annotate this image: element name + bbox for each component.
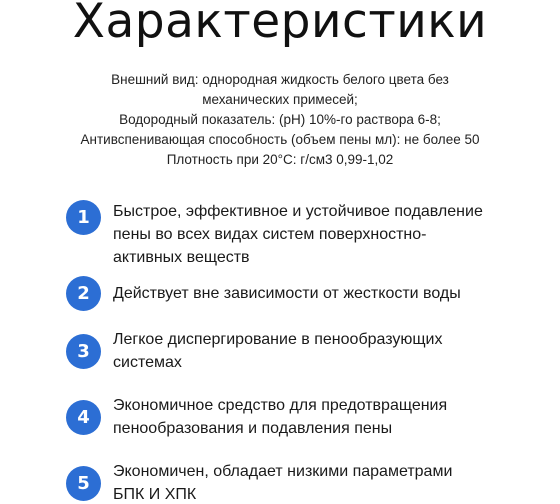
feature-line: Экономичное средство для предотвращения (113, 397, 448, 414)
feature-line: Экономичен, обладает низкими параметрами (113, 463, 453, 480)
feature-line: Действует вне зависимости от жесткости воды (113, 285, 461, 302)
feature-line: активных веществ (113, 249, 250, 266)
page-title: Характеристики (72, 0, 488, 49)
feature-text (113, 282, 533, 305)
feature-line: системах (113, 354, 182, 371)
feature-text (113, 460, 533, 504)
spec-line: Антивспенивающая способность (объем пены мл): не более 50 (80, 132, 480, 147)
number-badge: 2 (66, 276, 101, 311)
number-badge: 5 (66, 466, 101, 501)
spec-line: Водородный показатель: (рН) 10%-го раствора 6-8; (119, 112, 441, 127)
feature-text (113, 394, 533, 440)
spec-line: механических примесей; (202, 92, 358, 107)
number-badge: 1 (66, 200, 101, 235)
feature-line: пены во всех видах систем поверхностно- (113, 226, 427, 243)
spec-line: Плотность при 20°С: г/см3 0,99-1,02 (166, 152, 394, 167)
feature-text (113, 328, 533, 374)
feature-line: Легкое диспергирование в пенообразующих (113, 331, 443, 348)
feature-line: пенообразования и подавления пены (113, 420, 393, 437)
specifications-block (0, 70, 560, 170)
feature-text (113, 200, 533, 269)
number-badge: 4 (66, 400, 101, 435)
number-badge: 3 (66, 334, 101, 369)
feature-line: Быстрое, эффективное и устойчивое подавление (113, 203, 483, 220)
spec-line: Внешний вид: однородная жидкость белого цвета без (111, 72, 449, 87)
feature-line: БПК И ХПК (113, 486, 197, 503)
